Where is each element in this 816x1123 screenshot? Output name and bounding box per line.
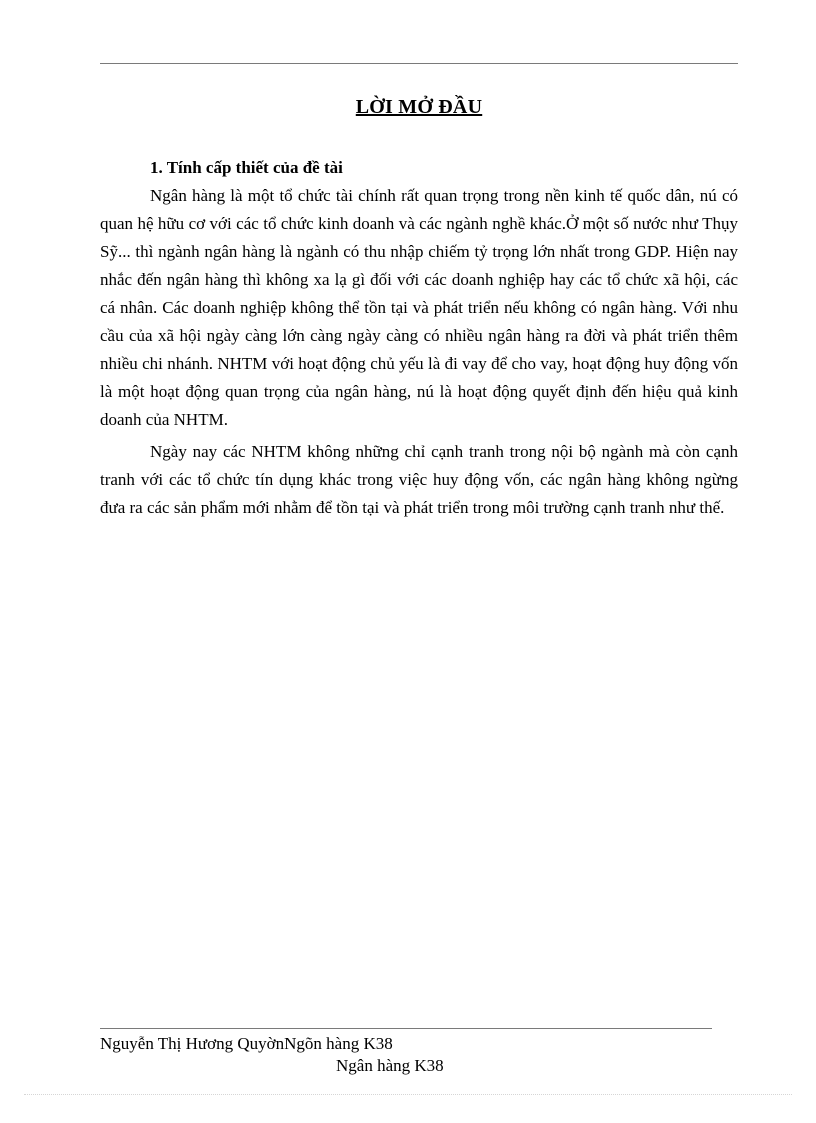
- section-heading: 1. Tính cấp thiết của đề tài: [150, 158, 343, 177]
- page-boundary: [24, 1094, 792, 1095]
- footer-author-line: Nguyễn Thị Hương QuyờnNgõn hàng K38: [100, 1034, 393, 1053]
- footer-department-line: Ngân hàng K38: [336, 1056, 444, 1075]
- page-title: LỜI MỞ ĐẦU: [355, 96, 483, 118]
- paragraph-1: Ngân hàng là một tổ chức tài chính rất quan trọng trong nền kinh tế quốc dân, nú có quan hệ hữu cơ với các tổ chức kinh doanh và các ngành nghề khác.Ở một số nước như Thụy Sỹ... thì ngành ngân hàng là ngành có thu nhập chiếm tỷ trọng lớn nhất trong GDP. Hiện nay nhắc đến ngân hàng thì không xa lạ gì đối với các doanh nghiệp hay các tổ chức xã hội, các cá nhân. Các doanh nghiệp không thể tồn tại và phát triển nếu không có ngân hàng. Với nhu cầu của xã hội ngày càng lớn càng ngày càng có nhiều ngân hàng ra đời và phát triển thêm nhiều chi nhánh. NHTM với hoạt động chủ yếu là đi vay để cho vay, hoạt động huy động vốn là một hoạt động quan trọng của ngân hàng, nú là hoạt động quyết định đến hiệu quả kinh doanh của NHTM.: [100, 186, 738, 429]
- footer-divider: [100, 1028, 712, 1029]
- header-divider: [100, 63, 738, 64]
- document-body: [100, 154, 738, 526]
- paragraph-2: Ngày nay các NHTM không những chỉ cạnh tranh trong nội bộ ngành mà còn cạnh tranh với các tổ chức tín dụng khác trong việc huy động vốn, các ngân hàng không ngừng đưa ra các sản phẩm mới nhằm để tồn tại và phát triển trong môi trường cạnh tranh như thế.: [100, 442, 738, 517]
